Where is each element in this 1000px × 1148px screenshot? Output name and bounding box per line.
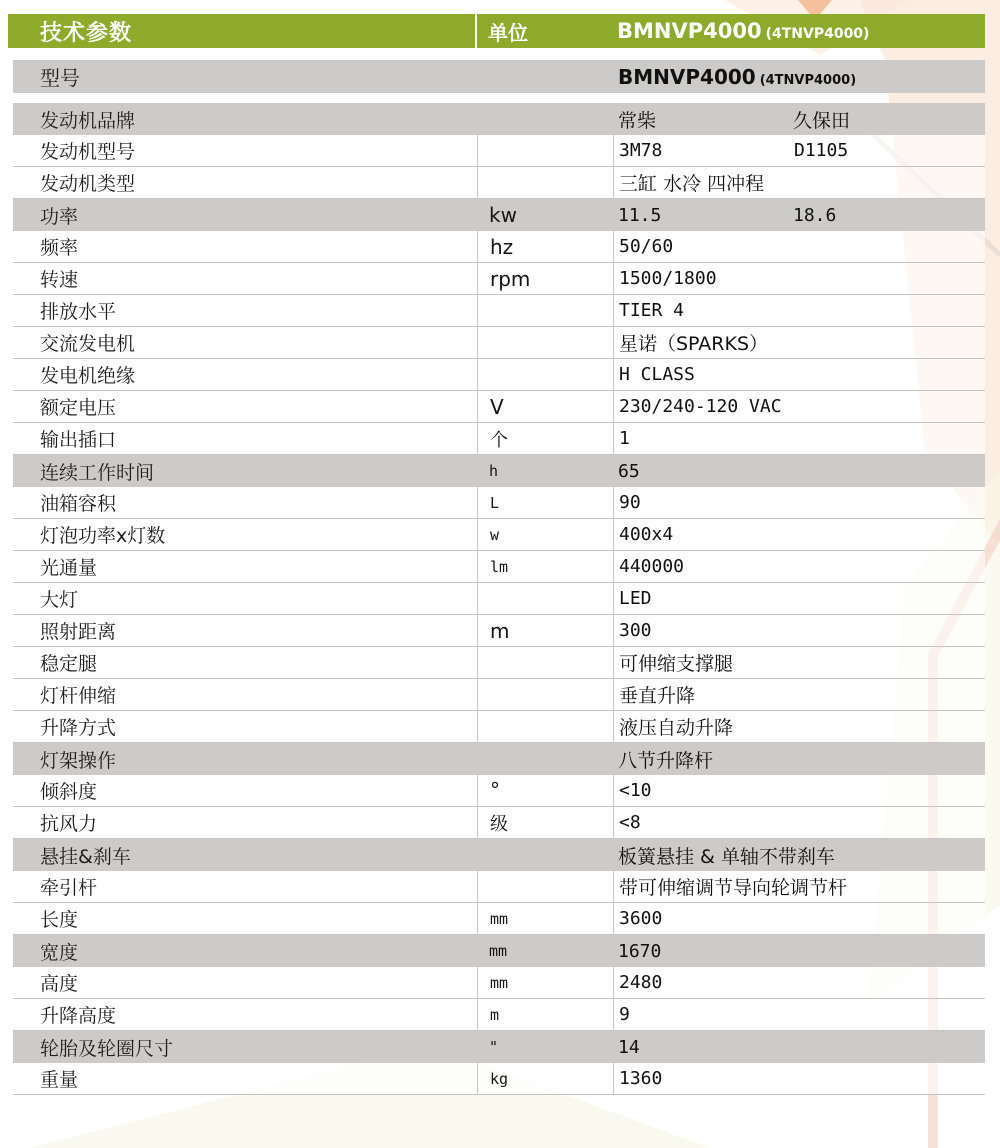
model-column-header bbox=[617, 19, 985, 43]
spec-unit: h bbox=[489, 462, 499, 480]
spec-label: 重量 bbox=[40, 1069, 79, 1091]
spec-label: 升降方式 bbox=[40, 717, 117, 739]
spec-value: H CLASS bbox=[613, 359, 985, 390]
spec-value-2: 18.6 bbox=[793, 204, 837, 226]
spec-label: 发动机类型 bbox=[40, 173, 136, 195]
model-subname: (4TNVP4000) bbox=[759, 72, 857, 88]
spec-row bbox=[13, 167, 985, 199]
spec-label: 倾斜度 bbox=[40, 781, 98, 803]
spec-label: 高度 bbox=[40, 973, 79, 995]
spec-label: 抗风力 bbox=[40, 813, 98, 835]
spec-value-1: 3M78 bbox=[619, 140, 663, 161]
spec-row bbox=[13, 263, 985, 295]
spec-unit: mm bbox=[477, 967, 613, 998]
spec-value: 230/240-120 VAC bbox=[613, 391, 985, 422]
spec-label: 大灯 bbox=[40, 589, 79, 611]
spec-label: 额定电压 bbox=[40, 397, 117, 419]
spec-value: TIER 4 bbox=[613, 295, 985, 326]
spec-label: 照射距离 bbox=[40, 621, 117, 643]
spec-label: 牵引杆 bbox=[40, 877, 98, 899]
spec-row bbox=[13, 679, 985, 711]
spec-value: 八节升降杆 bbox=[618, 749, 714, 772]
spec-value: 440000 bbox=[613, 551, 985, 582]
spec-value: 垂直升降 bbox=[613, 679, 985, 710]
spec-unit bbox=[477, 583, 613, 614]
spec-unit: rpm bbox=[477, 263, 613, 294]
spec-value: 50/60 bbox=[613, 231, 985, 262]
spec-row bbox=[13, 327, 985, 359]
spec-value: LED bbox=[613, 583, 985, 614]
table-header bbox=[8, 14, 985, 48]
spec-value: 14 bbox=[618, 1036, 640, 1058]
spec-row bbox=[13, 647, 985, 679]
spec-value: 1360 bbox=[613, 1063, 985, 1094]
spec-row bbox=[13, 487, 985, 519]
spec-unit bbox=[477, 647, 613, 678]
spec-value: 液压自动升降 bbox=[613, 711, 985, 742]
spec-value-2: D1105 bbox=[794, 140, 849, 161]
spec-unit: 个 bbox=[477, 423, 613, 454]
spec-row bbox=[13, 711, 985, 743]
spec-value: 65 bbox=[618, 460, 640, 482]
model-row bbox=[13, 60, 985, 93]
spec-row bbox=[13, 391, 985, 423]
spec-value: 1500/1800 bbox=[613, 263, 985, 294]
spec-unit bbox=[477, 103, 613, 135]
spec-unit bbox=[477, 167, 613, 198]
spec-rows bbox=[13, 103, 985, 1095]
spec-value-1: 11.5 bbox=[618, 204, 662, 226]
spec-label: 发动机型号 bbox=[40, 141, 136, 163]
spec-value: 300 bbox=[613, 615, 985, 646]
spec-row bbox=[13, 455, 985, 487]
spec-row bbox=[13, 775, 985, 807]
spec-unit: kw bbox=[489, 203, 517, 227]
spec-value: 90 bbox=[613, 487, 985, 518]
spec-value: 3600 bbox=[613, 903, 985, 934]
spec-unit: 级 bbox=[477, 807, 613, 838]
spec-row bbox=[13, 935, 985, 967]
spec-value: 9 bbox=[613, 999, 985, 1030]
spec-label: 灯架操作 bbox=[40, 749, 117, 772]
spec-row bbox=[13, 519, 985, 551]
unit-column-header: 单位 bbox=[488, 20, 528, 45]
spec-unit: mm bbox=[477, 903, 613, 934]
spec-unit bbox=[477, 135, 613, 166]
spec-value: <8 bbox=[613, 807, 985, 838]
spec-label: 悬挂&刹车 bbox=[40, 845, 131, 868]
spec-unit bbox=[477, 711, 613, 742]
spec-unit bbox=[477, 359, 613, 390]
spec-unit: m bbox=[477, 615, 613, 646]
spec-value: 400x4 bbox=[613, 519, 985, 550]
spec-value bbox=[613, 103, 985, 135]
spec-value: 带可伸缩调节导向轮调节杆 bbox=[613, 871, 985, 902]
spec-row bbox=[13, 903, 985, 935]
header-model-name: BMNVP4000 bbox=[617, 19, 762, 43]
spec-value: 可伸缩支撑腿 bbox=[613, 647, 985, 678]
spec-label: 灯泡功率x灯数 bbox=[40, 525, 166, 547]
spec-row bbox=[13, 967, 985, 999]
spec-row bbox=[13, 359, 985, 391]
spec-unit bbox=[477, 327, 613, 358]
spec-value bbox=[613, 199, 985, 231]
spec-unit bbox=[477, 295, 613, 326]
spec-label: 轮胎及轮圈尺寸 bbox=[40, 1037, 174, 1060]
spec-value bbox=[613, 135, 985, 166]
header-model-subname: (4TNVP4000) bbox=[765, 26, 870, 42]
spec-label: 连续工作时间 bbox=[40, 461, 155, 484]
spec-row bbox=[13, 135, 985, 167]
spec-unit bbox=[477, 679, 613, 710]
spec-unit bbox=[477, 871, 613, 902]
spec-label: 功率 bbox=[40, 205, 79, 228]
spec-value: 板簧悬挂 & 单轴不带刹车 bbox=[618, 845, 835, 868]
spec-table bbox=[0, 14, 1000, 1095]
spec-row bbox=[13, 423, 985, 455]
spec-row bbox=[13, 199, 985, 231]
model-row-value bbox=[613, 65, 985, 89]
spec-value: <10 bbox=[613, 775, 985, 806]
spec-row bbox=[13, 871, 985, 903]
spec-value-1: 常柴 bbox=[618, 109, 657, 132]
spec-label: 油箱容积 bbox=[40, 493, 117, 515]
spec-unit: mm bbox=[489, 942, 508, 960]
spec-label: 发电机绝缘 bbox=[40, 365, 136, 387]
spec-row bbox=[13, 295, 985, 327]
model-row-label: 型号 bbox=[40, 66, 80, 90]
spec-unit: L bbox=[477, 487, 613, 518]
spec-unit: w bbox=[477, 519, 613, 550]
spec-value: 星诺（SPARKS） bbox=[613, 327, 985, 358]
spec-unit: ° bbox=[477, 775, 613, 806]
spec-value: 三缸 水冷 四冲程 bbox=[613, 167, 985, 198]
spec-row bbox=[13, 1063, 985, 1095]
spec-unit: m bbox=[477, 999, 613, 1030]
spec-row bbox=[13, 839, 985, 871]
spec-label: 频率 bbox=[40, 237, 79, 259]
spec-row bbox=[13, 103, 985, 135]
spec-label: 稳定腿 bbox=[40, 653, 98, 675]
spec-value: 1670 bbox=[618, 940, 662, 962]
spec-unit bbox=[477, 743, 613, 775]
page-title: 技术参数 bbox=[8, 14, 477, 48]
spec-unit: lm bbox=[477, 551, 613, 582]
spec-unit bbox=[477, 839, 613, 871]
spec-unit: kg bbox=[477, 1063, 613, 1094]
spec-row bbox=[13, 231, 985, 263]
spec-label: 交流发电机 bbox=[40, 333, 136, 355]
spec-label: 灯杆伸缩 bbox=[40, 685, 117, 707]
model-name: BMNVP4000 bbox=[618, 64, 756, 89]
spec-row bbox=[13, 551, 985, 583]
spec-row bbox=[13, 1031, 985, 1063]
spec-unit: hz bbox=[477, 231, 613, 262]
spec-label: 发动机品牌 bbox=[40, 109, 136, 132]
spec-value: 2480 bbox=[613, 967, 985, 998]
spec-label: 转速 bbox=[40, 269, 79, 291]
spec-row bbox=[13, 583, 985, 615]
spec-label: 宽度 bbox=[40, 941, 79, 964]
spec-label: 长度 bbox=[40, 909, 79, 931]
spec-value: 1 bbox=[613, 423, 985, 454]
spec-label: 排放水平 bbox=[40, 301, 117, 323]
spec-row bbox=[13, 999, 985, 1031]
spec-row bbox=[13, 807, 985, 839]
spec-row bbox=[13, 615, 985, 647]
spec-row bbox=[13, 743, 985, 775]
spec-label: 升降高度 bbox=[40, 1005, 117, 1027]
spec-value-2: 久保田 bbox=[793, 109, 851, 132]
spec-unit: " bbox=[489, 1038, 499, 1056]
spec-label: 光通量 bbox=[40, 557, 98, 579]
spec-unit: V bbox=[477, 391, 613, 422]
spec-label: 输出插口 bbox=[40, 429, 117, 451]
